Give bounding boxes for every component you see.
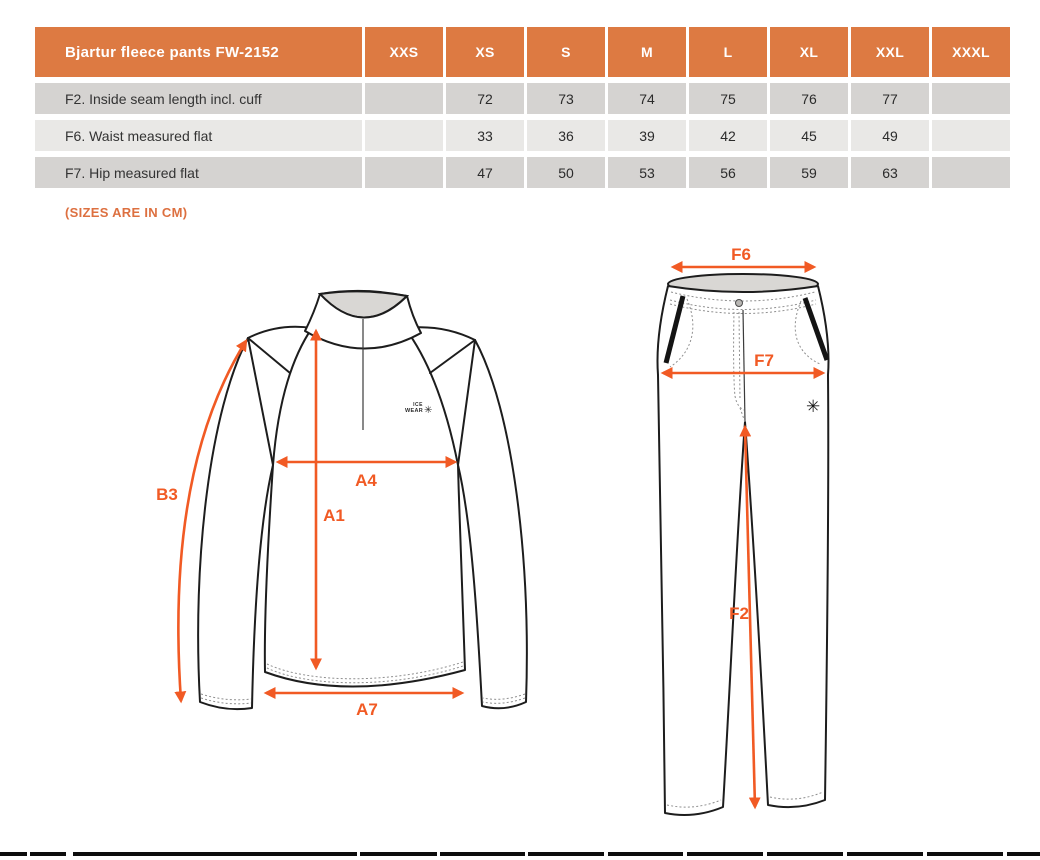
pants-snowflake-icon: ✳ [806,397,821,416]
logo-text-ice: ICE [413,402,423,408]
next-table-border-segment [0,852,27,856]
fleece-body [265,328,465,687]
next-table-border-segment [608,852,683,856]
size-value-cell: 56 [689,157,767,188]
next-table-border-segment [1007,852,1040,856]
size-value-cell [932,83,1010,114]
size-value-cell [932,120,1010,151]
size-value-cell: 75 [689,83,767,114]
size-value-cell [365,83,443,114]
size-value-cell: 73 [527,83,605,114]
fleece-top-drawing [140,260,580,735]
size-value-cell [365,120,443,151]
next-table-top-edge [0,852,1040,856]
fleece-right-sleeve [458,340,527,708]
row-label-cell: F2. Inside seam length incl. cuff [35,83,362,114]
size-value-cell [932,157,1010,188]
sizes-in-cm-note: (SIZES ARE IN CM) [65,205,188,220]
next-table-border-segment [927,852,1003,856]
size-chart-table [35,27,1010,188]
size-value-cell: 74 [608,83,686,114]
measure-label-f2: F2 [729,604,749,623]
size-value-cell: 33 [446,120,524,151]
next-table-border-segment [767,852,843,856]
next-table-border-segment [528,852,604,856]
next-table-border-segment [440,852,525,856]
size-header-cell-xs: XS [446,27,524,77]
measure-label-b3: B3 [156,485,178,504]
size-value-cell: 72 [446,83,524,114]
snowflake-icon: ✳ [424,405,433,416]
size-value-cell: 45 [770,120,848,151]
size-value-cell: 49 [851,120,929,151]
size-value-cell: 50 [527,157,605,188]
next-table-border-segment [30,852,66,856]
size-value-cell: 53 [608,157,686,188]
size-header-cell-xxs: XXS [365,27,443,77]
size-header-cell-m: M [608,27,686,77]
pants-body [657,286,828,815]
logo-text-wear: WEAR [404,408,423,414]
size-value-cell: 59 [770,157,848,188]
measure-label-a4: A4 [355,471,377,490]
size-value-cell: 63 [851,157,929,188]
row-label-cell: F7. Hip measured flat [35,157,362,188]
size-header-cell-xxl: XXL [851,27,929,77]
product-title-cell: Bjartur fleece pants FW-2152 [35,27,362,77]
row-label-cell: F6. Waist measured flat [35,120,362,151]
size-header-cell-xl: XL [770,27,848,77]
size-value-cell [365,157,443,188]
measure-label-f7: F7 [754,351,774,370]
next-table-border-segment [847,852,923,856]
shoulder-seam-left [248,327,312,338]
size-value-cell: 36 [527,120,605,151]
next-table-border-segment [687,852,763,856]
size-value-cell: 39 [608,120,686,151]
size-header-cell-xxxl: XXXL [932,27,1010,77]
next-table-border-segment [360,852,437,856]
size-header-cell-s: S [527,27,605,77]
size-value-cell: 77 [851,83,929,114]
pants-drawing [630,240,1010,840]
measure-label-a7: A7 [356,700,378,719]
size-value-cell: 47 [446,157,524,188]
fleece-left-sleeve [198,338,273,709]
size-value-cell: 76 [770,83,848,114]
waist-button [736,300,743,307]
next-table-border-segment [73,852,357,856]
size-header-cell-l: L [689,27,767,77]
measure-label-a1: A1 [323,506,345,525]
measure-label-f6: F6 [731,245,751,264]
size-value-cell: 42 [689,120,767,151]
yoke-seam-right [430,340,475,373]
